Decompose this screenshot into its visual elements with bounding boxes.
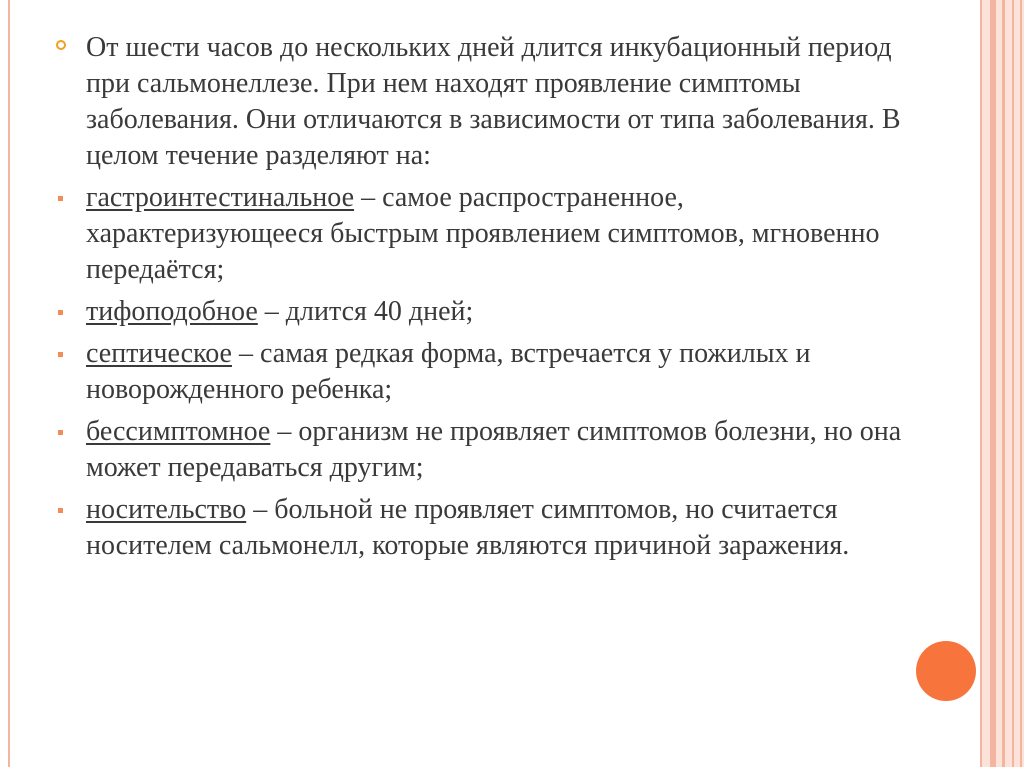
slide-content [56, 30, 916, 570]
intro-text: От шести часов до нескольких дней длится инкубационный период при сальмонеллезе. При нем находят проявление симптомы заболевания. Они отличаются в зависимости от типа заболевания. В целом течение разделяют на: [86, 32, 901, 171]
right-frame-line [990, 0, 996, 767]
list-item [56, 492, 916, 564]
list-item-term: гастроинтестинальное [86, 182, 355, 213]
right-frame-line [980, 0, 982, 767]
list-item-text: – самая редкая форма, встречается у пожилых и новорожденного ребенка; [86, 338, 811, 405]
square-bullet-icon [58, 310, 63, 315]
square-bullet-icon [58, 196, 63, 201]
left-frame-line [8, 0, 10, 767]
list-item-text: – длится 40 дней; [257, 296, 474, 327]
intro-paragraph [56, 30, 916, 174]
right-frame-line [1012, 0, 1014, 767]
list-item [56, 294, 916, 330]
list-item [56, 336, 916, 408]
square-bullet-icon [58, 430, 63, 435]
list-item-text: – больной не проявляет симптомов, но считается носителем сальмонелл, которые являются причиной заражения. [86, 494, 850, 561]
list-item [56, 180, 916, 288]
list-item-term: септическое [86, 338, 232, 369]
square-bullet-icon [58, 508, 63, 513]
right-frame-line [1002, 0, 1005, 767]
list-item-text: – самое распространенное, характеризующееся быстрым проявлением симптомов, мгновенно передаётся; [86, 182, 880, 285]
ring-bullet-icon [56, 40, 66, 50]
list-item-term: тифоподобное [86, 296, 258, 327]
right-frame-line [1020, 0, 1022, 767]
list-item-term: бессимптомное [86, 416, 271, 447]
list-item-term: носительство [86, 494, 247, 525]
list-item-text: – организм не проявляет симптомов болезни, но она может передаваться другим; [86, 416, 902, 483]
list-item [56, 414, 916, 486]
decorative-circle [916, 641, 976, 701]
square-bullet-icon [58, 352, 63, 357]
